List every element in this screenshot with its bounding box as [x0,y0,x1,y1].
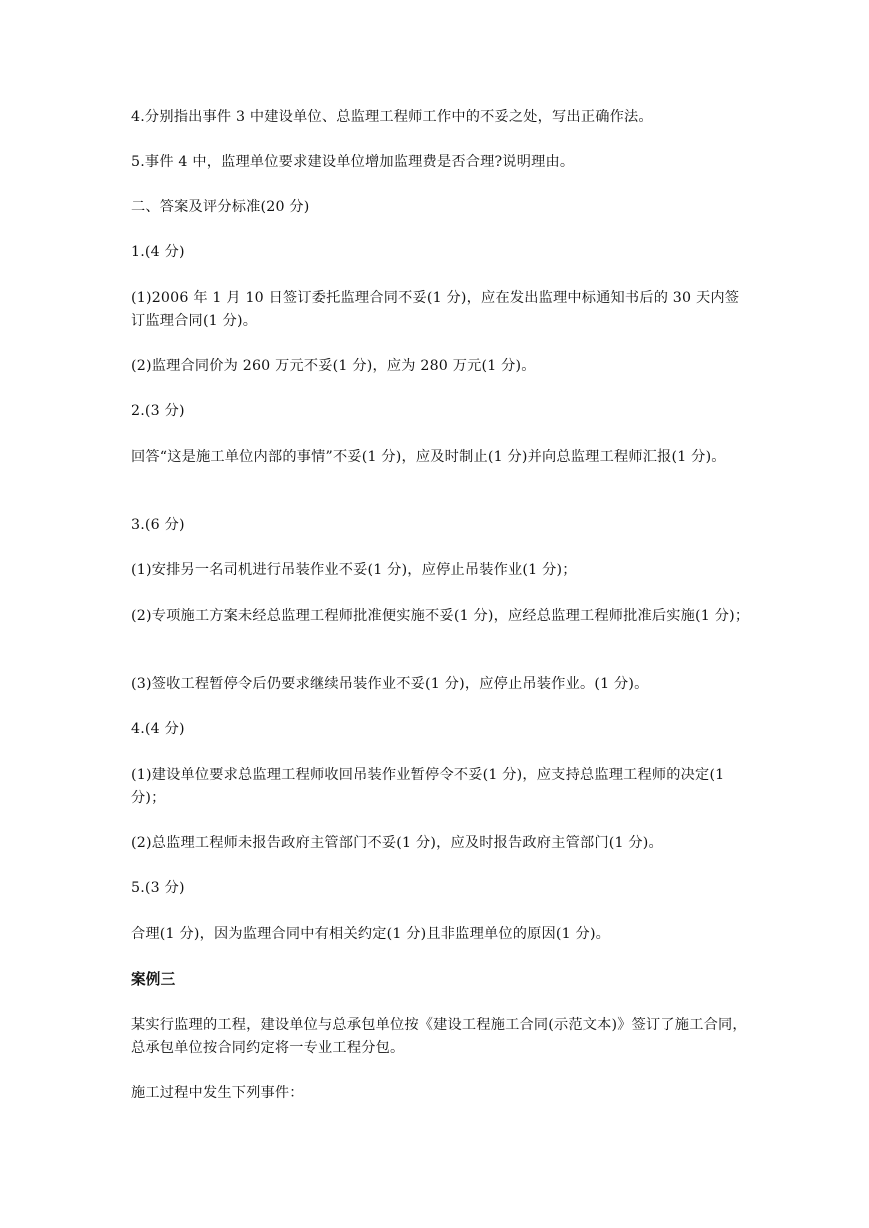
answer-1-item-2: (2)监理合同价为 260 万元不妥(1 分)，应为 280 万元(1 分)。 [131,358,536,374]
answer-4-item-2: (2)总监理工程师未报告政府主管部门不妥(1 分)，应及时报告政府主管部门(1 分)。 [131,835,663,851]
answer-2-heading: 2.(3 分) [131,403,185,419]
question-5-text: 5.事件 4 中，监理单位要求建设单位增加监理费是否合理?说明理由。 [131,154,575,170]
case-three-heading: 案例三 [131,971,176,988]
answer-3-item-3: (3)签收工程暂停令后仍要求继续吊装作业不妥(1 分)，应停止吊装作业。(1 分)。 [131,676,649,692]
question-4-text: 4.分别指出事件 3 中建设单位、总监理工程师工作中的不妥之处，写出正确作法。 [131,109,653,125]
answer-4-item-1: (1)建设单位要求总监理工程师收回吊装作业暂停令不妥(1 分)，应支持总监理工程师的决定(1 分)； [131,767,725,806]
answer-4-heading: 4.(4 分) [131,721,185,737]
case-three-intro: 某实行监理的工程，建设单位与总承包单位按《建设工程施工合同(示范文本)》签订了施工合同，总承包单位按合同约定将一专业工程分包。 [131,1017,747,1056]
answer-3-item-2: (2)专项施工方案未经总监理工程师批准便实施不妥(1 分)，应经总监理工程师批准后实施(1 分)； [131,608,750,624]
answer-1-item-1: (1)2006 年 1 月 10 日签订委托监理合同不妥(1 分)，应在发出监理中标通知书后的 30 天内签订监理合同(1 分)。 [131,290,740,329]
answer-5-heading: 5.(3 分) [131,880,185,896]
answer-section-heading: 二、答案及评分标准(20 分) [131,199,310,215]
document-page [131,0,751,1228]
answer-2-text: 回答“这是施工单位内部的事情”不妥(1 分)，应及时制止(1 分)并向总监理工程师汇报(1 分)。 [131,449,726,465]
answer-3-item-1: (1)安排另一名司机进行吊装作业不妥(1 分)，应停止吊装作业(1 分)； [131,562,577,578]
answer-3-heading: 3.(6 分) [131,517,185,533]
answer-5-text: 合理(1 分)，因为监理合同中有相关约定(1 分)且非监理单位的原因(1 分)。 [131,926,611,942]
answer-1-heading: 1.(4 分) [131,244,185,260]
events-intro: 施工过程中发生下列事件： [131,1085,304,1101]
